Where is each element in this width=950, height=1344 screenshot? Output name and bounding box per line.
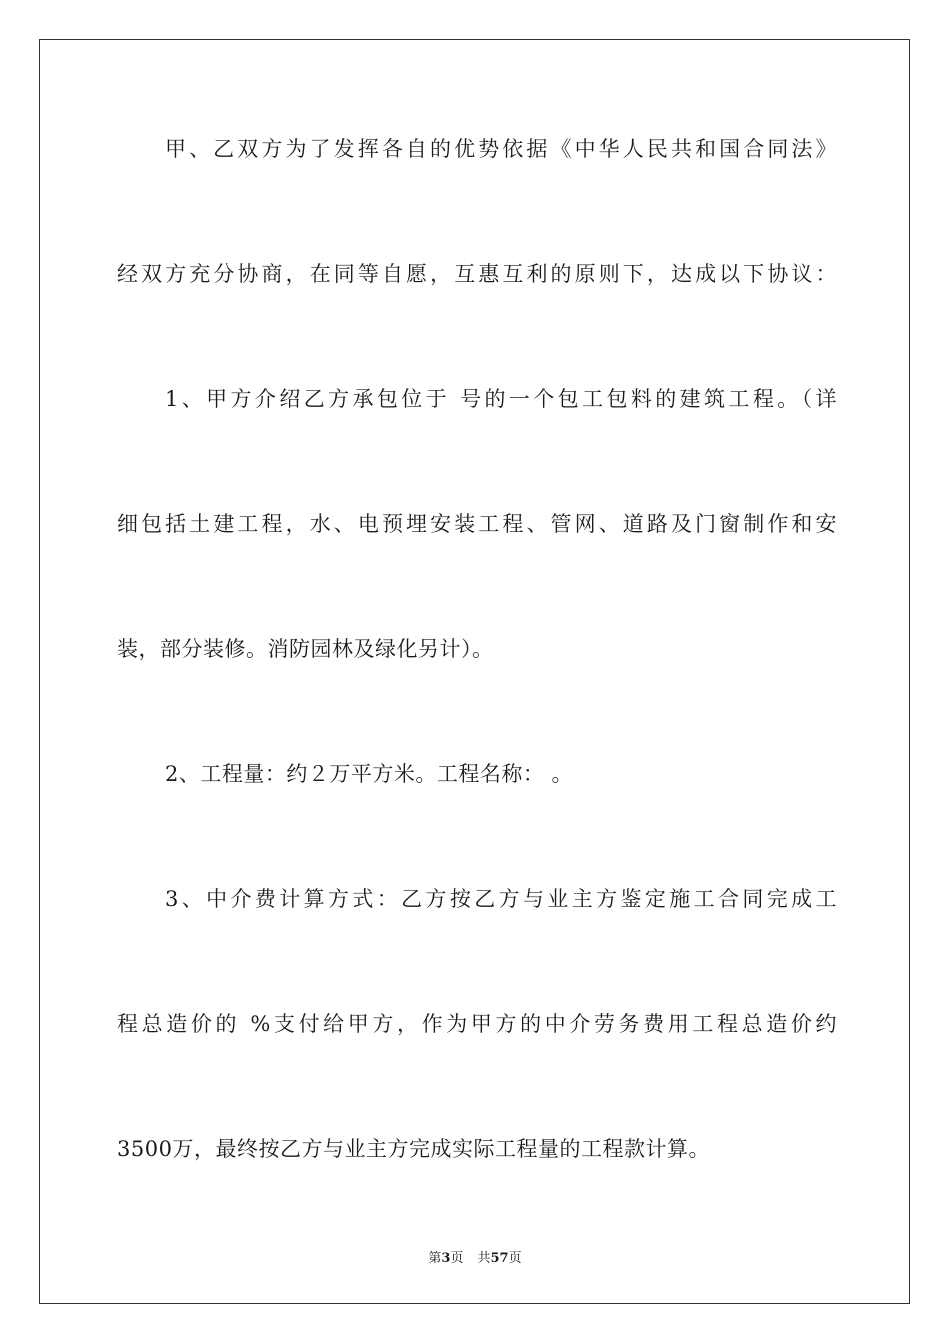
page-border	[39, 39, 910, 1304]
paragraph-preamble-line-2: 经双方充分协商，在同等自愿，互惠互利的原则下，达成以下协议：	[117, 262, 837, 286]
clause-1-line-2: 细包括土建工程，水、电预埋安装工程、管网、道路及门窗制作和安	[117, 512, 837, 536]
clause-1-line-3: 装，部分装修。消防园林及绿化另计）。	[117, 637, 494, 661]
total-suffix: 页	[508, 1251, 522, 1266]
page-number: 3	[441, 1251, 451, 1266]
page-suffix: 页	[450, 1251, 464, 1266]
page-prefix: 第	[428, 1251, 442, 1266]
total-prefix: 共	[477, 1251, 491, 1266]
clause-3-line-2: 程总造价的 %支付给甲方，作为甲方的中介劳务费用工程总造价约	[117, 1012, 837, 1036]
clause-2-line-1: 2、工程量：约２万平方米。工程名称： 。	[165, 762, 574, 786]
paragraph-preamble-line-1: 甲、乙双方为了发挥各自的优势依据《中华人民共和国合同法》	[165, 137, 837, 161]
clause-1-line-1: 1、甲方介绍乙方承包位于 号的一个包工包料的建筑工程。（详	[165, 387, 837, 411]
total-pages: 57	[490, 1251, 509, 1266]
page-footer	[0, 1247, 950, 1266]
clause-3-line-3: 3500万，最终按乙方与业主方完成实际工程量的工程款计算。	[117, 1137, 710, 1161]
clause-3-line-1: 3、中介费计算方式：乙方按乙方与业主方鉴定施工合同完成工	[165, 887, 837, 911]
